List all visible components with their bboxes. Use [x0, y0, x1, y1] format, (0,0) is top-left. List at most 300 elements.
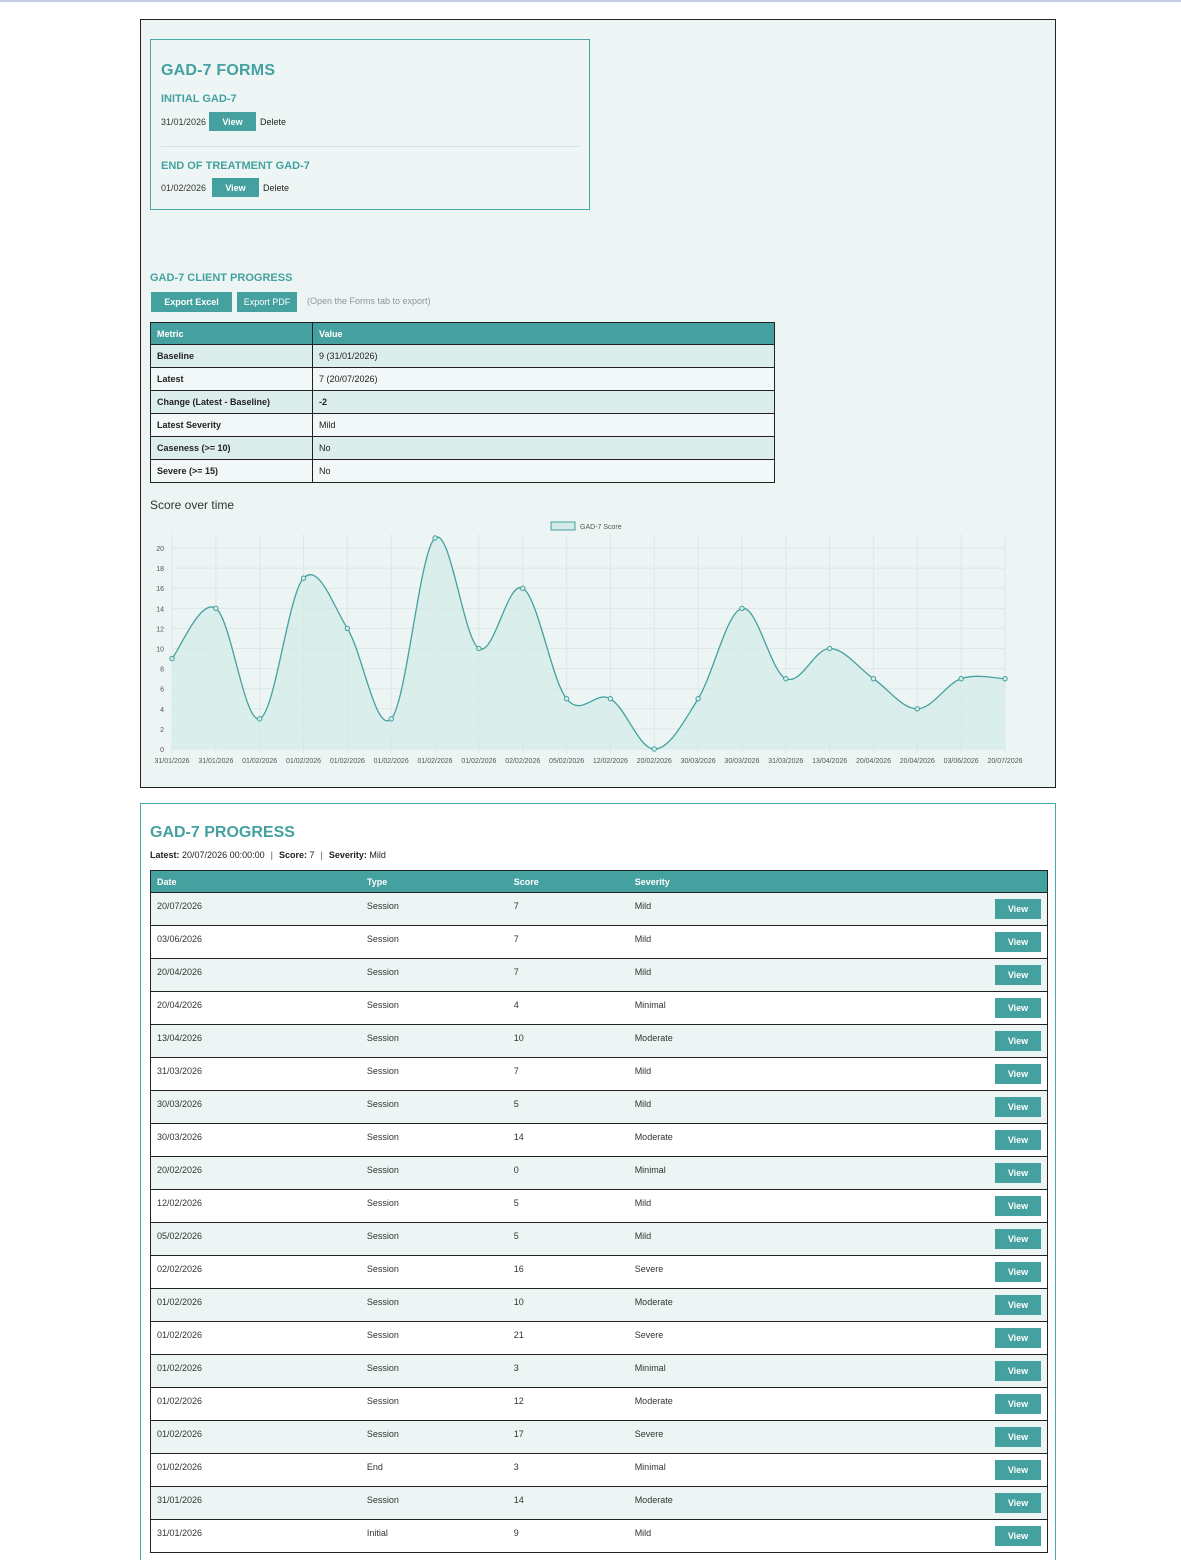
score-cell: [508, 1388, 629, 1421]
date-cell: [151, 926, 361, 959]
severity-cell: [629, 1157, 808, 1190]
table-row: [151, 1223, 1048, 1256]
score-text: 7: [513, 901, 519, 911]
x-tick-label: 12/02/2026: [592, 758, 628, 765]
x-tick-label: 31/01/2026: [154, 758, 190, 765]
y-tick-label: 18: [156, 566, 164, 574]
type-cell: [361, 959, 508, 992]
score-cell: [508, 1289, 629, 1322]
forms-title: GAD-7 FORMS: [161, 62, 276, 79]
date-text: 20/04/2026: [157, 1000, 203, 1010]
type-cell: [361, 1520, 508, 1553]
score-text: 21: [513, 1330, 524, 1340]
date-cell: [151, 1454, 361, 1487]
initial-form-date: 31/01/2026: [161, 117, 207, 127]
type-cell: [361, 1487, 508, 1520]
type-cell: [361, 893, 508, 926]
metric-name: Latest Severity: [151, 414, 313, 437]
score-text: 5: [513, 1231, 519, 1241]
end-form-label: END OF TREATMENT GAD-7: [161, 160, 310, 172]
action-cell: [808, 959, 1048, 992]
date-cell: [151, 1025, 361, 1058]
series-area: [172, 537, 1005, 749]
severity-text: Mild: [634, 1231, 652, 1241]
metric-value: No: [313, 460, 775, 483]
action-cell: [808, 1487, 1048, 1520]
severity-cell: [629, 1025, 808, 1058]
date-text: 02/02/2026: [157, 1264, 203, 1274]
forms-and-progress-panel: [140, 19, 1056, 788]
x-tick-label: 31/01/2026: [198, 758, 234, 765]
action-cell: [808, 1025, 1048, 1058]
score-text: 10: [513, 1297, 524, 1307]
x-tick-label: 20/04/2026: [899, 758, 935, 765]
export-excel-button[interactable]: Export Excel: [151, 292, 232, 312]
end-form-date: 01/02/2026: [161, 183, 207, 193]
latest-summary: Latest: 20/07/2026 00:00:00 | Score: 7 | Severity: Mild: [150, 850, 386, 860]
row-view-button[interactable]: View: [995, 1526, 1041, 1546]
table-row: [151, 1256, 1048, 1289]
severity-cell: [629, 1322, 808, 1355]
date-text: 30/03/2026: [157, 1132, 203, 1142]
metric-name: Baseline: [151, 345, 313, 368]
row-view-button[interactable]: View: [995, 1394, 1041, 1414]
row-view-button[interactable]: View: [995, 899, 1041, 919]
x-tick-label: 05/02/2026: [549, 758, 585, 765]
action-cell: [808, 1190, 1048, 1223]
data-point: [915, 707, 919, 711]
type-cell: [361, 1256, 508, 1289]
severity-column-header: Severity: [629, 871, 808, 893]
legend-swatch: [551, 522, 575, 530]
action-cell: [808, 1256, 1048, 1289]
table-row: [151, 1454, 1048, 1487]
type-text: Session: [366, 1033, 399, 1043]
action-cell: [808, 992, 1048, 1025]
severity-text: Mild: [634, 901, 652, 911]
severity-text: Moderate: [634, 1132, 673, 1142]
client-progress-title: GAD-7 CLIENT PROGRESS: [150, 272, 293, 284]
type-text: Session: [366, 1099, 399, 1109]
table-row: [151, 1025, 1048, 1058]
type-cell: [361, 1388, 508, 1421]
score-text: 7: [513, 967, 519, 977]
y-tick-label: 0: [160, 747, 164, 754]
y-tick-label: 14: [156, 606, 164, 614]
type-text: Session: [366, 1132, 399, 1142]
score-text: 3: [513, 1363, 519, 1373]
type-cell: [361, 1322, 508, 1355]
type-cell: [361, 1091, 508, 1124]
severity-cell: [629, 959, 808, 992]
metric-value: -2: [313, 391, 775, 414]
initial-form-label: INITIAL GAD-7: [161, 93, 237, 105]
row-view-button[interactable]: View: [995, 998, 1041, 1018]
row-view-button[interactable]: View: [995, 1295, 1041, 1315]
data-point: [784, 676, 788, 680]
score-text: 4: [513, 1000, 519, 1010]
metric-name: Latest: [151, 368, 313, 391]
date-text: 31/03/2026: [157, 1066, 203, 1076]
type-text: Session: [366, 1231, 399, 1241]
score-text: 0: [513, 1165, 519, 1175]
date-text: 01/02/2026: [157, 1330, 203, 1340]
type-cell: [361, 1124, 508, 1157]
table-row: [151, 1124, 1048, 1157]
score-text: 7: [513, 1066, 519, 1076]
metric-value: No: [313, 437, 775, 460]
progress-title: GAD-7 PROGRESS: [150, 824, 295, 841]
severity-cell: [629, 926, 808, 959]
score-cell: [508, 1454, 629, 1487]
severity-text: Moderate: [634, 1495, 673, 1505]
table-row: [151, 1190, 1048, 1223]
type-text: Session: [366, 1330, 399, 1340]
date-cell: [151, 1157, 361, 1190]
score-text: 14: [513, 1132, 524, 1142]
severity-text: Mild: [634, 1198, 652, 1208]
severity-cell: [629, 992, 808, 1025]
action-cell: [808, 1091, 1048, 1124]
severity-label: Severity:: [328, 850, 367, 860]
date-cell: [151, 1421, 361, 1454]
x-tick-label: 01/02/2026: [329, 758, 365, 765]
severity-text: Mild: [634, 934, 652, 944]
date-text: 12/02/2026: [157, 1198, 203, 1208]
severity-value: Mild: [369, 850, 386, 860]
type-cell: [361, 1454, 508, 1487]
action-cell: [808, 1289, 1048, 1322]
action-cell: [808, 1058, 1048, 1091]
x-tick-label: 31/03/2026: [768, 758, 804, 765]
severity-cell: [629, 1520, 808, 1553]
y-tick-label: 8: [160, 666, 164, 674]
type-text: Session: [366, 1429, 399, 1439]
severity-text: Minimal: [634, 1363, 666, 1373]
data-point: [477, 646, 481, 650]
severity-text: Minimal: [634, 1462, 666, 1472]
severity-text: Minimal: [634, 1165, 666, 1175]
row-view-button[interactable]: View: [995, 1130, 1041, 1150]
date-cell: [151, 1091, 361, 1124]
type-cell: [361, 1157, 508, 1190]
type-cell: [361, 1289, 508, 1322]
data-point: [564, 697, 568, 701]
action-cell: [808, 1388, 1048, 1421]
type-text: Session: [366, 1297, 399, 1307]
type-cell: [361, 1058, 508, 1091]
row-view-button[interactable]: View: [995, 1064, 1041, 1084]
type-text: Session: [366, 967, 399, 977]
type-text: Session: [366, 934, 399, 944]
type-column-header: Type: [361, 871, 508, 893]
metric-value: 9 (31/01/2026): [313, 345, 775, 368]
type-cell: [361, 1355, 508, 1388]
severity-cell: [629, 1487, 808, 1520]
row-view-button[interactable]: View: [995, 1163, 1041, 1183]
row-view-button[interactable]: View: [995, 1427, 1041, 1447]
end-view-button[interactable]: View: [212, 178, 259, 197]
action-cell: [808, 1124, 1048, 1157]
score-column-header: Score: [508, 871, 629, 893]
score-cell: [508, 1520, 629, 1553]
score-cell: [508, 1355, 629, 1388]
type-cell: [361, 1025, 508, 1058]
score-cell: [508, 959, 629, 992]
data-point: [389, 717, 393, 721]
type-text: Session: [366, 1165, 399, 1175]
data-point: [959, 676, 963, 680]
action-cell: [808, 1157, 1048, 1190]
severity-text: Moderate: [634, 1396, 673, 1406]
top-border: [0, 0, 1181, 2]
date-text: 20/02/2026: [157, 1165, 203, 1175]
type-text: Initial: [366, 1528, 388, 1538]
type-text: Session: [366, 1396, 399, 1406]
history-header-row: [151, 871, 1048, 893]
score-cell: [508, 1256, 629, 1289]
data-point: [170, 656, 174, 660]
table-row: [151, 1322, 1048, 1355]
data-point: [608, 697, 612, 701]
score-text: 16: [513, 1264, 524, 1274]
action-cell: [808, 926, 1048, 959]
latest-label: Latest:: [150, 850, 180, 860]
type-text: Session: [366, 1198, 399, 1208]
table-row: [151, 992, 1048, 1025]
date-cell: [151, 959, 361, 992]
table-row: [151, 959, 1048, 992]
row-view-button[interactable]: View: [995, 1031, 1041, 1051]
export-note: (Open the Forms tab to export): [307, 296, 431, 306]
metric-name: Caseness (>= 10): [151, 437, 313, 460]
score-cell: [508, 1190, 629, 1223]
action-cell: [808, 1322, 1048, 1355]
x-tick-label: 30/03/2026: [724, 758, 760, 765]
date-cell: [151, 1322, 361, 1355]
data-point: [740, 606, 744, 610]
type-text: Session: [366, 1066, 399, 1076]
score-text: 10: [513, 1033, 524, 1043]
date-text: 05/02/2026: [157, 1231, 203, 1241]
action-cell: [808, 893, 1048, 926]
table-row: [151, 893, 1048, 926]
data-point: [696, 697, 700, 701]
x-tick-label: 01/02/2026: [373, 758, 409, 765]
date-text: 20/04/2026: [157, 967, 203, 977]
severity-cell: [629, 1388, 808, 1421]
severity-cell: [629, 1058, 808, 1091]
score-text: 17: [513, 1429, 524, 1439]
date-text: 01/02/2026: [157, 1396, 203, 1406]
data-point: [1003, 676, 1007, 680]
score-text: 3: [513, 1462, 519, 1472]
row-view-button[interactable]: View: [995, 1229, 1041, 1249]
metric-name: Severe (>= 15): [151, 460, 313, 483]
severity-text: Moderate: [634, 1033, 673, 1043]
type-cell: [361, 1190, 508, 1223]
severity-text: Severe: [634, 1264, 664, 1274]
date-cell: [151, 1520, 361, 1553]
score-cell: [508, 1124, 629, 1157]
y-tick-label: 16: [156, 586, 164, 594]
data-point: [301, 576, 305, 580]
date-cell: [151, 1124, 361, 1157]
severity-cell: [629, 1190, 808, 1223]
data-point: [827, 646, 831, 650]
table-row: [151, 1058, 1048, 1091]
initial-view-button[interactable]: View: [209, 112, 256, 131]
date-text: 01/02/2026: [157, 1429, 203, 1439]
date-text: 01/02/2026: [157, 1462, 203, 1472]
score-value: 7: [309, 850, 315, 860]
score-text: 9: [513, 1528, 519, 1538]
y-tick-label: 2: [160, 726, 164, 734]
action-cell: [808, 1454, 1048, 1487]
x-tick-label: 30/03/2026: [680, 758, 716, 765]
score-cell: [508, 1223, 629, 1256]
score-cell: [508, 1025, 629, 1058]
score-cell: [508, 1058, 629, 1091]
score-cell: [508, 926, 629, 959]
metric-value: 7 (20/07/2026): [313, 368, 775, 391]
date-cell: [151, 1388, 361, 1421]
date-cell: [151, 1256, 361, 1289]
score-cell: [508, 1091, 629, 1124]
legend-label: GAD-7 Score: [580, 524, 622, 531]
type-cell: [361, 1421, 508, 1454]
score-text: 12: [513, 1396, 524, 1406]
score-cell: [508, 1322, 629, 1355]
export-pdf-button[interactable]: Export PDF: [237, 292, 297, 312]
x-tick-label: 20/02/2026: [636, 758, 672, 765]
initial-delete-link[interactable]: Delete: [260, 117, 287, 127]
gad7-progress-panel: [140, 803, 1056, 1560]
score-over-time-chart: [141, 20, 1055, 787]
y-tick-label: 4: [160, 706, 164, 714]
table-row: [151, 1421, 1048, 1454]
table-row: [151, 1157, 1048, 1190]
date-text: 31/01/2026: [157, 1528, 203, 1538]
severity-cell: [629, 1256, 808, 1289]
severity-text: Mild: [634, 1099, 652, 1109]
type-text: Session: [366, 1264, 399, 1274]
x-tick-label: 13/04/2026: [812, 758, 848, 765]
y-tick-label: 12: [156, 626, 164, 634]
table-row: [151, 926, 1048, 959]
score-cell: [508, 1421, 629, 1454]
type-cell: [361, 1223, 508, 1256]
severity-cell: [629, 1454, 808, 1487]
row-view-button[interactable]: View: [995, 1460, 1041, 1480]
severity-cell: [629, 893, 808, 926]
data-point: [521, 586, 525, 590]
data-point: [257, 717, 261, 721]
date-cell: [151, 893, 361, 926]
y-tick-label: 6: [160, 686, 164, 694]
row-view-button[interactable]: View: [995, 1262, 1041, 1282]
severity-cell: [629, 1355, 808, 1388]
table-row: [151, 1355, 1048, 1388]
severity-cell: [629, 1421, 808, 1454]
severity-text: Severe: [634, 1429, 664, 1439]
type-text: Session: [366, 1000, 399, 1010]
x-tick-label: 20/04/2026: [855, 758, 891, 765]
data-point: [433, 536, 437, 540]
score-label: Score:: [278, 850, 307, 860]
date-text: 20/07/2026: [157, 901, 203, 911]
data-point: [652, 747, 656, 751]
x-tick-label: 01/02/2026: [286, 758, 322, 765]
severity-text: Mild: [634, 1528, 652, 1538]
score-cell: [508, 992, 629, 1025]
score-text: 7: [513, 934, 519, 944]
date-text: 03/06/2026: [157, 934, 203, 944]
severity-text: Mild: [634, 1066, 652, 1076]
severity-cell: [629, 1124, 808, 1157]
date-cell: [151, 1355, 361, 1388]
end-delete-link[interactable]: Delete: [263, 183, 290, 193]
row-view-button[interactable]: View: [995, 1097, 1041, 1117]
table-row: [151, 1388, 1048, 1421]
score-text: 5: [513, 1099, 519, 1109]
date-cell: [151, 992, 361, 1025]
action-cell: [808, 1421, 1048, 1454]
x-tick-label: 01/02/2026: [242, 758, 278, 765]
score-cell: [508, 893, 629, 926]
table-row: [151, 1520, 1048, 1553]
row-view-button[interactable]: View: [995, 1493, 1041, 1513]
action-cell: [808, 1223, 1048, 1256]
table-row: [151, 1289, 1048, 1322]
severity-text: Minimal: [634, 1000, 666, 1010]
data-point: [214, 606, 218, 610]
latest-value: 20/07/2026 00:00:00: [182, 850, 265, 860]
score-text: 14: [513, 1495, 524, 1505]
score-cell: [508, 1157, 629, 1190]
date-cell: [151, 1487, 361, 1520]
row-view-button[interactable]: View: [995, 932, 1041, 952]
type-cell: [361, 926, 508, 959]
date-text: 30/03/2026: [157, 1099, 203, 1109]
date-cell: [151, 1223, 361, 1256]
metric-value: Mild: [313, 414, 775, 437]
severity-cell: [629, 1223, 808, 1256]
type-text: End: [366, 1462, 383, 1472]
date-cell: [151, 1058, 361, 1091]
row-view-button[interactable]: View: [995, 965, 1041, 985]
score-text: 5: [513, 1198, 519, 1208]
date-text: 13/04/2026: [157, 1033, 203, 1043]
row-view-button[interactable]: View: [995, 1196, 1041, 1216]
data-point: [871, 676, 875, 680]
severity-text: Moderate: [634, 1297, 673, 1307]
x-tick-label: 02/02/2026: [505, 758, 541, 765]
chart-title: Score over time: [150, 498, 235, 512]
table-row: [151, 1487, 1048, 1520]
progress-history-table: [150, 870, 1048, 1553]
y-tick-label: 10: [156, 646, 164, 654]
row-view-button[interactable]: View: [995, 1361, 1041, 1381]
date-column-header: Date: [151, 871, 361, 893]
metric-name: Change (Latest - Baseline): [151, 391, 313, 414]
row-view-button[interactable]: View: [995, 1328, 1041, 1348]
metric-column-header: Metric: [151, 323, 313, 345]
x-tick-label: 01/02/2026: [417, 758, 453, 765]
type-text: Session: [366, 1495, 399, 1505]
x-tick-label: 03/06/2026: [943, 758, 979, 765]
x-tick-label: 01/02/2026: [461, 758, 497, 765]
